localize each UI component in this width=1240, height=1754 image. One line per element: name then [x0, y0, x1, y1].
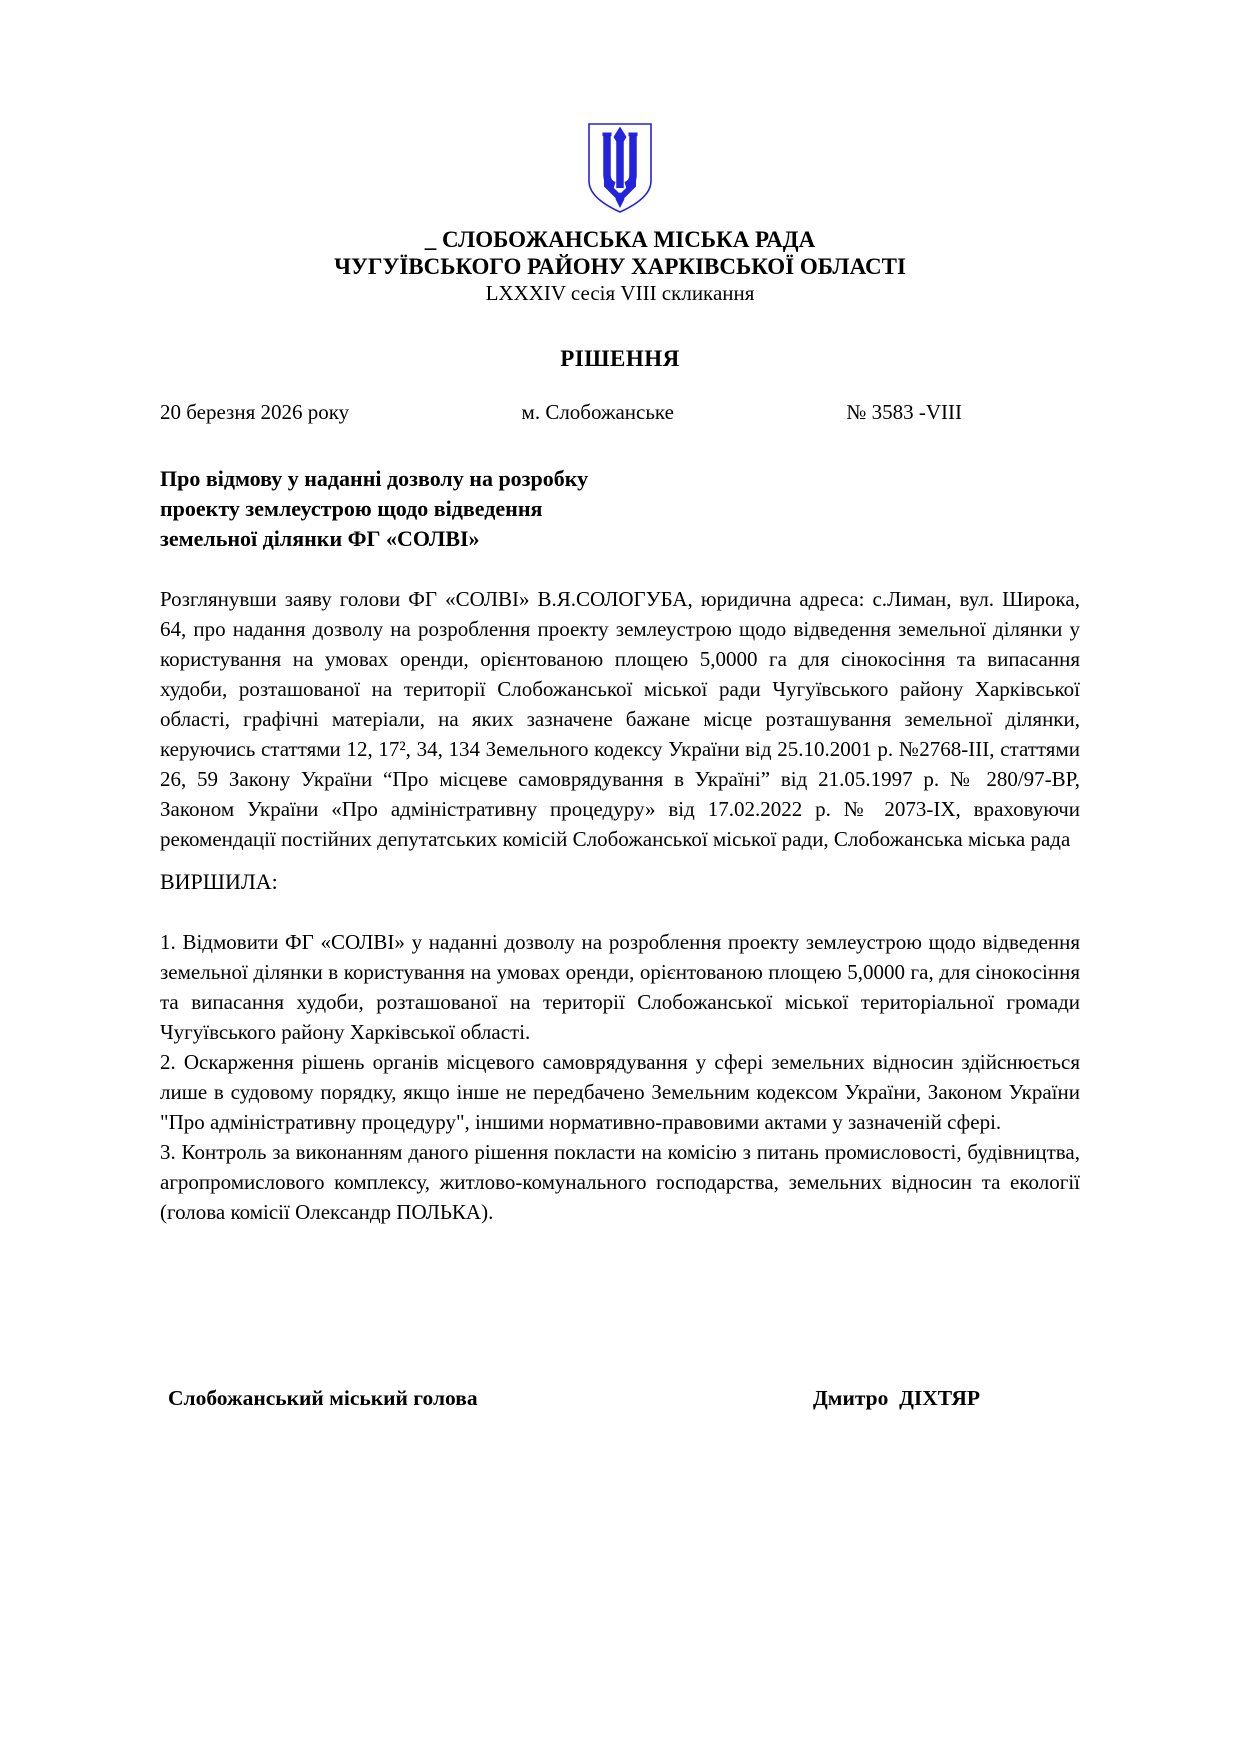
decision-title	[160, 464, 1080, 554]
session-line: LXXXIV сесія VIII скликання	[485, 281, 755, 305]
decision-place: м. Слобожанське	[521, 400, 674, 424]
decision-title-line-1: Про відмову у наданні дозволу на розробку	[160, 466, 589, 491]
signatory-name: Дмитро ДІХТЯР	[813, 1386, 980, 1410]
decision-title-line-3: земельної ділянки ФГ «СОЛВІ»	[160, 526, 480, 551]
resolved-heading: ВИРШИЛА:	[160, 869, 278, 894]
document-type-heading: РІШЕННЯ	[560, 346, 680, 371]
resolution-items	[160, 927, 1080, 1227]
resolution-item-2: 2. Оскарження рішень органів місцевого самоврядування у сфері земельних відносин здійснюється лише в судовому порядку, якщо інше не передбачено Земельним кодексом України, Законом України "Про адміністративну процедуру", іншими нормативно-правовими актами у зазначеній сфері.	[160, 1050, 1080, 1134]
decision-date: 20 березня 2026 року	[160, 400, 350, 424]
resolution-item-1: 1. Відмовити ФГ «СОЛВІ» у наданні дозволу на розроблення проекту землеустрою щодо відведення земельної ділянки в користування на умовах оренди, орієнтованою площею 5,0000 га, для сінокосіння та випасання худоби, розташованої на території Слобожанської міської територіальної громади Чугуївського району Харківської області.	[160, 930, 1080, 1044]
decision-title-line-2: проекту землеустрою щодо відведення	[160, 496, 543, 521]
district-line: ЧУГУЇВСЬКОГО РАЙОНУ ХАРКІВСЬКОЇ ОБЛАСТІ	[334, 254, 906, 279]
preamble-paragraph: Розглянувши заяву голови ФГ «СОЛВІ» В.Я.СОЛОГУБА, юридична адреса: с.Лиман, вул. Широка, 64, про надання дозволу на розроблення проекту землеустрою щодо відведення земельної ділянки у користування на умовах оренди, орієнтованою площею 5,0000 га для сінокосіння та випасання худоби, розташованої на території Слобожанської міської ради Чугуївського району Харківської області, графічні матеріали, на яких зазначене бажане місце розташування земельної ділянки, керуючись статтями 12, 17², 34, 134 Земельного кодексу України від 25.10.2001 р. №2768-ІІІ, статтями 26, 59 Закону України “Про місцеве самоврядування в Україні” від 21.05.1997 р. № 280/97-ВР, Законом України «Про адміністративну процедуру» від 17.02.2022 р. № 2073-ІХ, враховуючи рекомендації постійних депутатських комісій Слобожанської міської ради, Слобожанська міська рада	[160, 587, 1080, 851]
resolution-item-3: 3. Контроль за виконанням даного рішення покласти на комісію з питань промисловості, будівництва, агропромислового комплексу, житлово-комунального господарства, земельних відносин та екології (голова комісії Олександр ПОЛЬКА).	[160, 1140, 1080, 1224]
signature-block	[160, 1385, 1080, 1412]
dateline	[160, 399, 1080, 426]
decision-number: № 3583 -VIII	[846, 400, 962, 424]
ukraine-trident-icon	[587, 122, 653, 214]
council-name: _ СЛОБОЖАНСЬКА МІСЬКА РАДА	[424, 227, 816, 252]
signatory-position: Слобожанський міський голова	[168, 1386, 478, 1410]
